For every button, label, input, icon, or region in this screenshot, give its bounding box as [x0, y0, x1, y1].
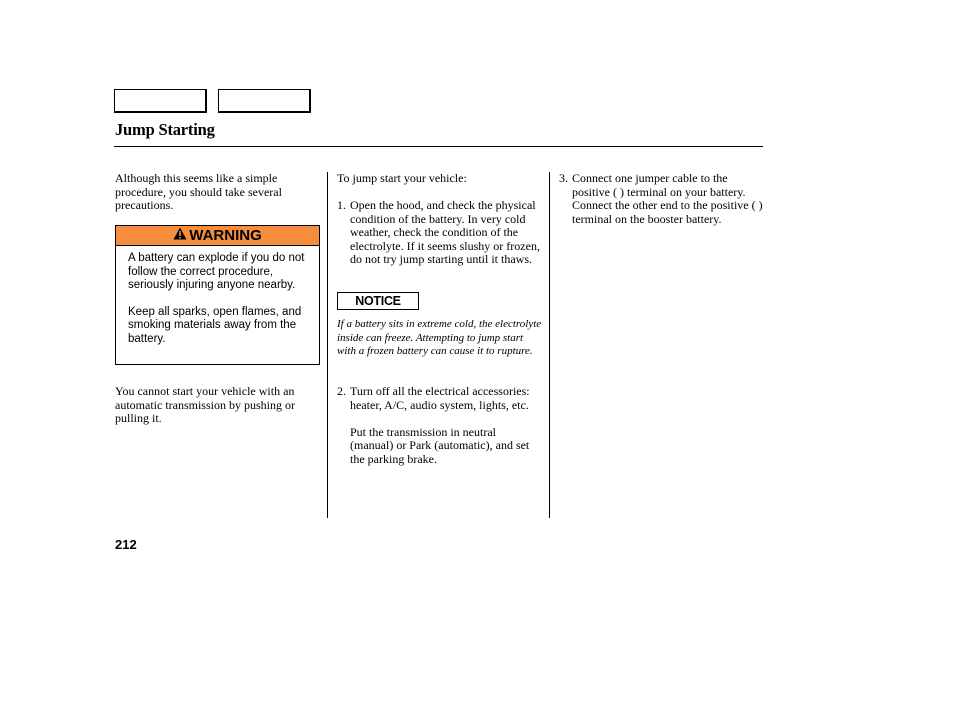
warning-paragraph-2: Keep all sparks, open flames, and smoking materials away from the battery. — [128, 305, 302, 345]
warning-body — [116, 246, 319, 346]
step-2-followup — [337, 426, 541, 467]
push-start-note: You cannot start your vehicle with an automatic transmission by pushing or pulling it. — [115, 384, 295, 425]
column-divider-1 — [327, 172, 328, 518]
step-1-number: 1. — [337, 198, 346, 212]
step-2-text: Turn off all the electrical accessories: heater, A/C, audio system, lights, etc. — [350, 384, 530, 412]
column-divider-2 — [549, 172, 550, 518]
step-1-text: Open the hood, and check the physical condition of the battery. In very cold weather, check the condition of the electrolyte. If it seems slushy or frozen, do not try jump starting until it thaws. — [350, 198, 540, 266]
column-2-lower — [337, 385, 541, 466]
step-1 — [337, 199, 541, 267]
nav-button-1[interactable] — [114, 89, 207, 113]
step-3-number: 3. — [559, 171, 568, 185]
column-1 — [115, 172, 321, 213]
steps-intro: To jump start your vehicle: — [337, 171, 467, 185]
column-2 — [337, 172, 541, 267]
warning-triangle-icon — [173, 227, 187, 244]
step-2-followup-text: Put the transmission in neutral (manual) or Park (automatic), and set the parking brake. — [350, 424, 530, 466]
notice-label-box — [337, 292, 419, 310]
notice-label: NOTICE — [355, 294, 401, 308]
nav-button-2[interactable] — [218, 89, 311, 113]
step-3-text: Connect one jumper cable to the positive ( ) terminal on your battery. Connect the other end to the positive ( ) terminal on the booster battery. — [572, 171, 763, 226]
column-3 — [559, 172, 763, 226]
notice-text: If a battery sits in extreme cold, the electrolyte inside can freeze. Attempting to jump start with a frozen battery can cause it to rupture. — [337, 318, 542, 357]
warning-box — [115, 225, 320, 365]
step-3 — [559, 172, 763, 226]
warning-header — [116, 226, 319, 246]
page-title: Jump Starting — [115, 120, 215, 139]
column-1-note — [115, 385, 321, 426]
intro-paragraph: Although this seems like a simple procedure, you should take several precautions. — [115, 171, 282, 212]
page-number: 212 — [115, 537, 137, 552]
step-2-number: 2. — [337, 384, 346, 398]
step-2 — [337, 385, 541, 412]
warning-paragraph-1: A battery can explode if you do not follow the correct procedure, seriously injuring anyone nearby. — [128, 252, 305, 291]
title-divider — [114, 146, 763, 147]
warning-label: WARNING — [189, 227, 262, 244]
